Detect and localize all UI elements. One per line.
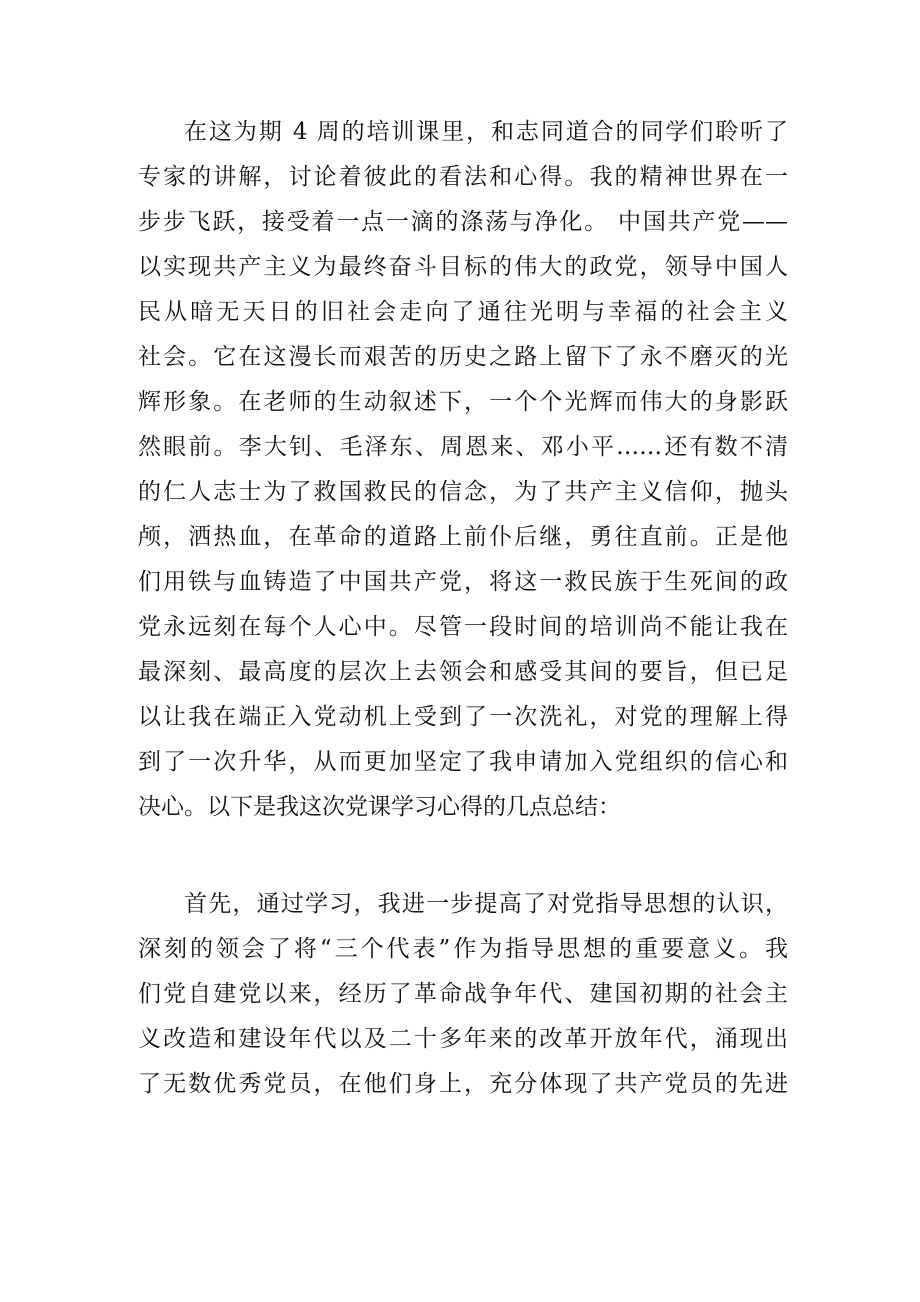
text-line: 专家的讲解，讨论着彼此的看法和心得。我的精神世界在一 [138,164,788,190]
text-line: 颅，洒热血，在革命的道路上前仆后继，勇往直前。正是他 [138,524,788,550]
text-line: 以实现共产主义为最终奋斗目标的伟大的政党，领导中国人 [138,254,788,280]
text-line: 然眼前。李大钊、毛泽东、周恩来、邓小平……还有数不清 [138,434,788,460]
text-line: 党永远刻在每个人心中。尽管一段时间的培训尚不能让我在 [138,614,788,640]
text-line: 到了一次升华，从而更加坚定了我申请加入党组织的信心和 [138,749,788,775]
text-line: 最深刻、最高度的层次上去领会和感受其间的要旨，但已足 [138,659,788,685]
text-line: 们党自建党以来，经历了革命战争年代、建国初期的社会主 [138,981,788,1007]
text-line: 社会。它在这漫长而艰苦的历史之路上留下了永不磨灭的光 [138,344,788,370]
text-line: 在这为期 4 周的培训课里，和志同道合的同学们聆听了 [184,119,788,145]
text-line: 决心。以下是我这次党课学习心得的几点总结： [138,794,621,820]
text-line: 以让我在端正入党动机上受到了一次洗礼，对党的理解上得 [138,704,788,730]
text-line: 的仁人志士为了救国救民的信念，为了共产主义信仰，抛头 [138,479,788,505]
text-line: 了无数优秀党员，在他们身上，充分体现了共产党员的先进 [138,1071,788,1097]
text-line: 步步飞跃，接受着一点一滴的涤荡与净化。 中国共产党—— [138,209,788,235]
text-line: 义改造和建设年代以及二十多年来的改革开放年代，涌现出 [138,1026,788,1052]
text-line: 们用铁与血铸造了中国共产党，将这一救民族于生死间的政 [138,569,788,595]
text-line: 首先，通过学习，我进一步提高了对党指导思想的认识， [184,891,788,917]
text-line: 深刻的领会了将“三个代表”作为指导思想的重要意义。我 [138,936,788,962]
text-line: 民从暗无天日的旧社会走向了通往光明与幸福的社会主义 [138,299,788,325]
text-line: 辉形象。在老师的生动叙述下，一个个光辉而伟大的身影跃 [138,389,788,415]
